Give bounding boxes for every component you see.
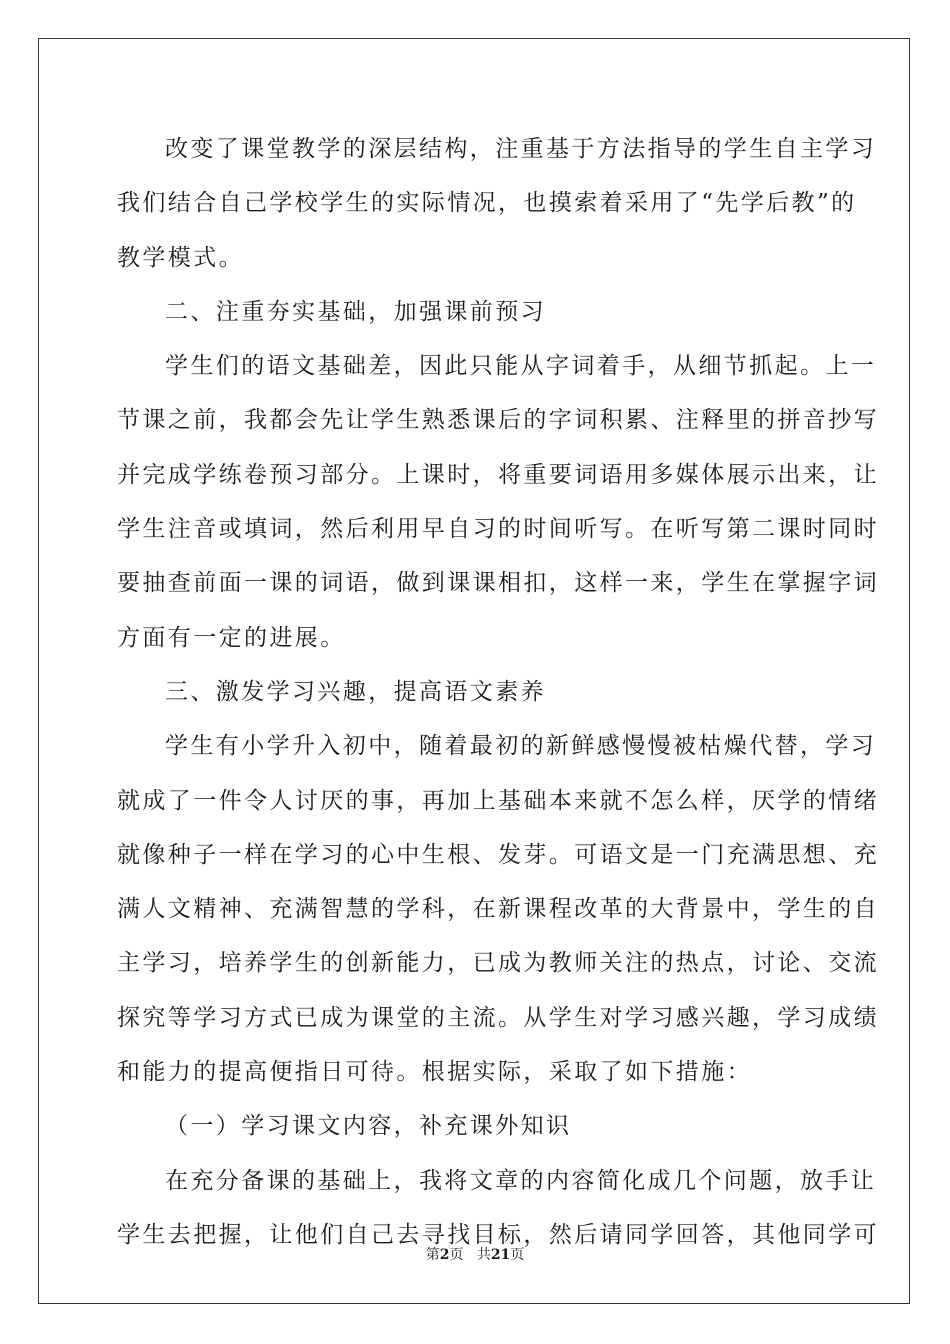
text-line: 学生去把握，让他们自己去寻找目标，然后请同学回答，其他同学可 xyxy=(117,1221,879,1248)
text-line: 学生有小学升入初中，随着最初的新鲜感慢慢被枯燥代替，学习 xyxy=(165,733,877,760)
page-prefix: 第 xyxy=(425,1247,440,1263)
text-line: 二、注重夯实基础，加强课前预习 xyxy=(165,298,546,325)
text-line: 改变了课堂教学的深层结构，注重基于方法指导的学生自主学习 xyxy=(165,136,877,162)
text-line: 和能力的提高便指日可待。根据实际，采取了如下措施： xyxy=(117,1059,752,1086)
page-current: 2 xyxy=(439,1247,450,1263)
text-line: （一）学习课文内容，补充课外知识 xyxy=(165,1113,572,1140)
text-line: 要抽查前面一课的词语，做到课课相扣，这样一来，学生在掌握字词 xyxy=(117,570,879,597)
total-unit: 页 xyxy=(510,1247,525,1263)
text-line: 节课之前，我都会先让学生熟悉课后的字词积累、注释里的拼音抄写 xyxy=(117,407,879,434)
text-line: 就像种子一样在学习的心中生根、发芽。可语文是一门充满思想、充 xyxy=(117,841,879,868)
total-prefix: 共 xyxy=(476,1247,491,1263)
text-line: 探究等学习方式已成为课堂的主流。从学生对学习感兴趣，学习成绩 xyxy=(117,1004,879,1031)
text-line: 并完成学练卷预习部分。上课时，将重要词语用多媒体展示出来，让 xyxy=(117,461,879,488)
text-line: 在充分备课的基础上，我将文章的内容简化成几个问题，放手让 xyxy=(165,1167,877,1194)
text-line: 方面有一定的进展。 xyxy=(117,624,346,651)
page-total: 21 xyxy=(490,1247,511,1263)
page-unit: 页 xyxy=(449,1247,464,1263)
text-line: 主学习，培养学生的创新能力，已成为教师关注的热点，讨论、交流 xyxy=(117,950,879,977)
text-line: 我们结合自己学校学生的实际情况，也摸索着采用了“先学后教”的 xyxy=(117,190,857,217)
text-line: 满人文精神、充满智慧的学科，在新课程改革的大背景中，学生的自 xyxy=(117,896,879,923)
page-footer xyxy=(0,1244,950,1264)
text-line: 教学模式。 xyxy=(117,244,244,271)
text-line: 就成了一件令人讨厌的事，再加上基础本来就不怎么样，厌学的情绪 xyxy=(117,787,879,814)
text-line: 学生注音或填词，然后利用早自习的时间听写。在听写第二课时同时 xyxy=(117,516,879,543)
text-line: 学生们的语文基础差，因此只能从字词着手，从细节抓起。上一 xyxy=(165,353,877,380)
text-line: 三、激发学习兴趣，提高语文素养 xyxy=(165,678,546,705)
document-body xyxy=(117,122,879,1262)
